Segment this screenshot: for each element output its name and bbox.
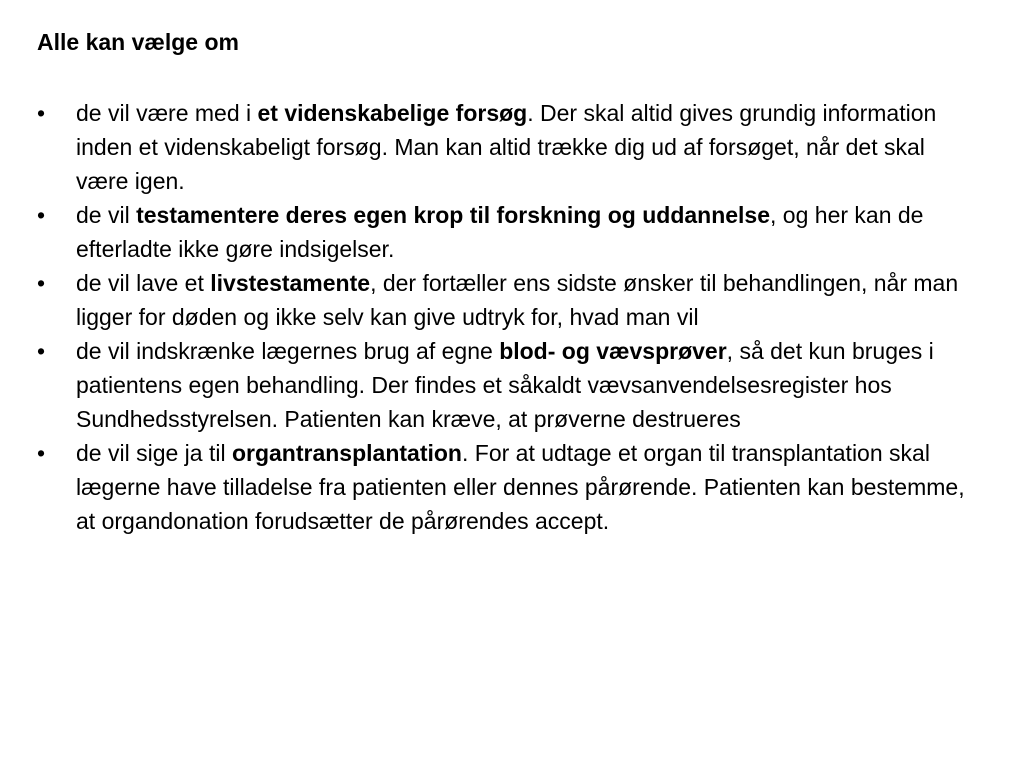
bullet-bold-text: et videnskabelige forsøg (257, 100, 528, 126)
bullet-text: de vil være med i (76, 100, 258, 126)
bullet-text: de vil sige ja til (76, 440, 232, 466)
bullet-text: , og her kan de efterladte ikke gøre indsigelser. (76, 202, 924, 262)
bullet-item-tissue-samples (0, 334, 1024, 436)
bullet-item-living-will (0, 266, 1024, 334)
bullet-bold-text: blod- og vævsprøver (499, 338, 727, 364)
bullet-list (0, 96, 1024, 538)
bullet-bold-text: livstestamente (210, 270, 371, 296)
bullet-marker: • (37, 270, 46, 296)
bullet-bold-text: organtransplantation (231, 440, 462, 466)
bullet-text: , der fortæller ens sidste ønsker til behandlingen, når man ligger for døden og ikke selv kan give udtryk for, hvad man vil (76, 270, 959, 330)
bullet-item-body-donation (0, 198, 1024, 266)
bullet-text: de vil indskrænke lægernes brug af egne (76, 338, 500, 364)
bullet-text: de vil (76, 202, 137, 228)
bullet-marker: • (37, 338, 46, 364)
bullet-text: . For at udtage et organ til transplantation skal lægerne have tilladelse fra patienten eller dennes pårørende. Patienten kan bestemme, at organdonation forudsætter de pårørendes accept. (76, 440, 965, 534)
bullet-item-scientific-trial (0, 96, 1024, 198)
bullet-item-organ-transplantation (0, 436, 1024, 538)
slide-heading: Alle kan vælge om (37, 29, 239, 55)
bullet-text: . Der skal altid gives grundig information inden et videnskabeligt forsøg. Man kan altid trække dig ud af forsøget, når det skal være igen. (76, 100, 937, 194)
bullet-marker: • (37, 440, 46, 466)
bullet-text: de vil lave et (76, 270, 211, 296)
bullet-marker: • (37, 202, 46, 228)
bullet-bold-text: testamentere deres egen krop til forskning og uddannelse (136, 202, 771, 228)
bullet-marker: • (37, 100, 46, 126)
bullet-text: , så det kun bruges i patientens egen behandling. Der findes et såkaldt vævsanvendelsesregister hos Sundhedsstyrelsen. Patienten kan kræve, at prøverne destrueres (76, 338, 934, 432)
